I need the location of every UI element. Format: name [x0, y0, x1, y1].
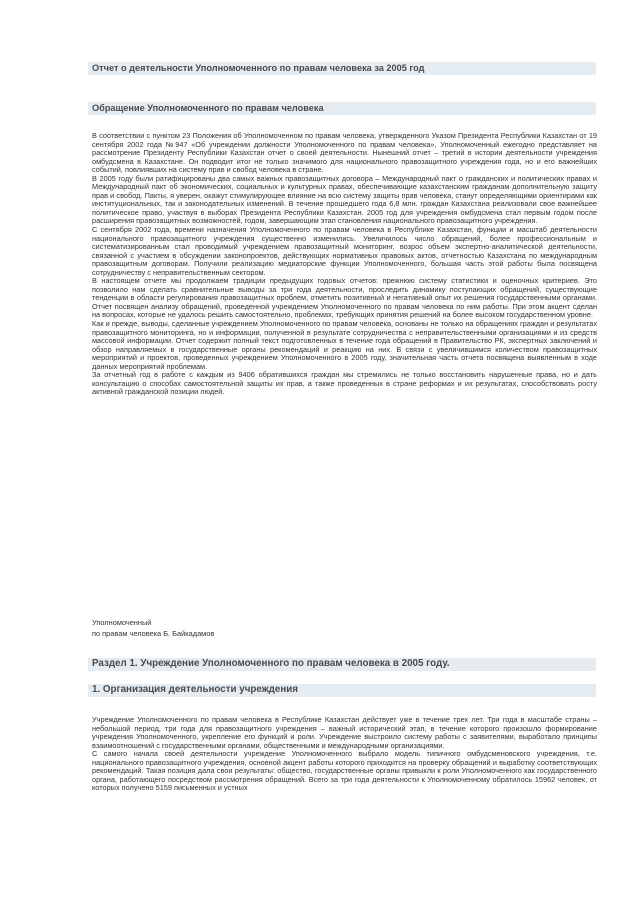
subsection1-paragraph: Учреждение Уполномоченного по правам человека в Республике Казахстан действует уже в течение трех лет. Три года в масштабе страны – небольшой период, три года для правозащитного учреждения – важный исторический этап, в течение которого произошло формирование учреждения Уполномоченного, укрепление его функций и роли. Учреждение выстроило систему работы с заявителями, выработало принципы взаимоотношений с государственными органами, общественными и международными организациями.	[92, 715, 597, 750]
appeal-paragraph: В соответствии с пунктом 23 Положения об Уполномоченном по правам человека, утвержденного Указом Президента Республики Казахстан от 19 сентября 2002 года №947 «Об учреждении должности Уполномоченного по правам человека», Уполномоченный ежегодно представляет на рассмотрение Президенту Республики Казахстан отчет о своей деятельности. Нынешний отчет – третий в истории деятельности учреждения омбудсмена в Казахстане. Он подводит итог не только значимого для национального правозащитного учреждения года, но и его важнейших событий, повлиявших на систему прав и свобод человека в стране.	[92, 131, 597, 175]
appeal-paragraph: Как и прежде, выводы, сделанные учреждением Уполномоченного по правам человека, основаны не только на обращениях граждан и результатах правозащитного мониторинга, но и информации, полученной в результате сотрудничества с неправительственными организациями и из средств массовой информации. Отчет содержит полный текст подготовленных в течение года обращений в Правительство РК, экспертных заключений и обзор направляемых в государственные органы рекомендаций и реакцию на них. В связи с увеличившимся количеством правозащитных мероприятий и проектов, проведенных учреждением Уполномоченного в 2005 году, значительная часть отчета посвящена выявленным в ходе данных мероприятий проблемам.	[92, 319, 597, 371]
appeal-heading: Обращение Уполномоченного по правам человека	[92, 103, 324, 113]
appeal-paragraph: В настоящем отчете мы продолжаем традиции предыдущих годовых отчетов: прежнюю систему статистики и оценочных критериев. Это позволило нам сделать сравнительные выводы за три года деятельности, проследить динамику поступающих обращений, существующие тенденции в области регулирования правозащитных проблем, отметить позитивный и негативный опыт их решения государственными органами. Отчет посвящен анализу обращений, проведенной учреждением Уполномоченного по правам человека по ним работы. При этом акцент сделан на вопросах, которые не удалось решить самостоятельно, проблемах, требующих принятия решений на более высоком государственном уровне.	[92, 276, 597, 320]
signature-name: по правам человека Б. Байкадамов	[92, 629, 215, 638]
subsection1-heading: 1. Организация деятельности учреждения	[92, 684, 298, 695]
report-title: Отчет о деятельности Уполномоченного по правам человека за 2005 год	[92, 63, 425, 73]
subsection1-paragraph: С самого начала своей деятельности учреждение Уполномоченного выбрало модель типичного омбудсменовского учреждения, т.е. национального правозащитного учреждения, основной акцент работы которого приходится на проверку обращений и выработку соответствующих рекомендаций. Такая позиция дала свои результаты: общество, государственные органы привыкли к роли Уполномоченного как государственного органа, работающего посредством рассмотрения обращений. Всего за три года деятельности к Уполномоченному обратилось 15962 человек, от которых получено 5159 письменных и устных	[92, 749, 597, 793]
section1-heading: Раздел 1. Учреждение Уполномоченного по правам человека в 2005 году.	[92, 658, 450, 669]
signature-block	[92, 617, 214, 639]
appeal-paragraph: За отчетный год в работе с каждым из 9406 обратившихся граждан мы стремились не только восстановить нарушенные права, но и дать консультацию о способах самостоятельной защиты их прав, а также проведенных в стране реформах и их результатах, способствовать росту активной гражданской позиции людей.	[92, 370, 597, 397]
appeal-text	[92, 132, 597, 397]
appeal-paragraph: В 2005 году были ратифицированы два самых важных правозащитных договора – Международный пакт о гражданских и политических правах и Международный пакт об экономических, социальных и культурных правах, обеспечивающие казахстанским гражданам дополнительную защиту прав и свобод. Пакты, я уверен, окажут стимулирующее влияние на всю систему защиты прав человека, станут определяющими ориентирами как институциональных, так и законодательных изменений. В течение прошедшего года 6,8 млн. граждан Казахстана реализовали свое важнейшее политическое право, участвуя в выборах Президента Республики Казахстан. 2005 год для учреждения омбудсмена стал первым годом после расширения правозащитных возможностей, годом, завершающим этап становления национального правозащитного учреждения.	[92, 173, 597, 226]
signature-title: Уполномоченный	[92, 618, 152, 627]
appeal-paragraph: С сентября 2002 года, времени назначения Уполномоченного по правам человека в Республике Казахстан, функции и масштаб деятельности национального правозащитного учреждения существенно изменились. Увеличилось число обращений, более профессиональным и систематизированным стал проводимый учреждением правозащитный мониторинг, возрос объем экспертно-аналитической деятельности, связанной с участием в обсуждении законопроектов, действующих нормативных правовых актов, отчетностью Казахстана по международным правозащитным договорам. Получили реализацию медиаторские функции Уполномоченного, большая часть этой работы была посвящена сотрудничеству с неправительственным сектором.	[92, 225, 597, 277]
subsection1-text	[92, 716, 597, 793]
